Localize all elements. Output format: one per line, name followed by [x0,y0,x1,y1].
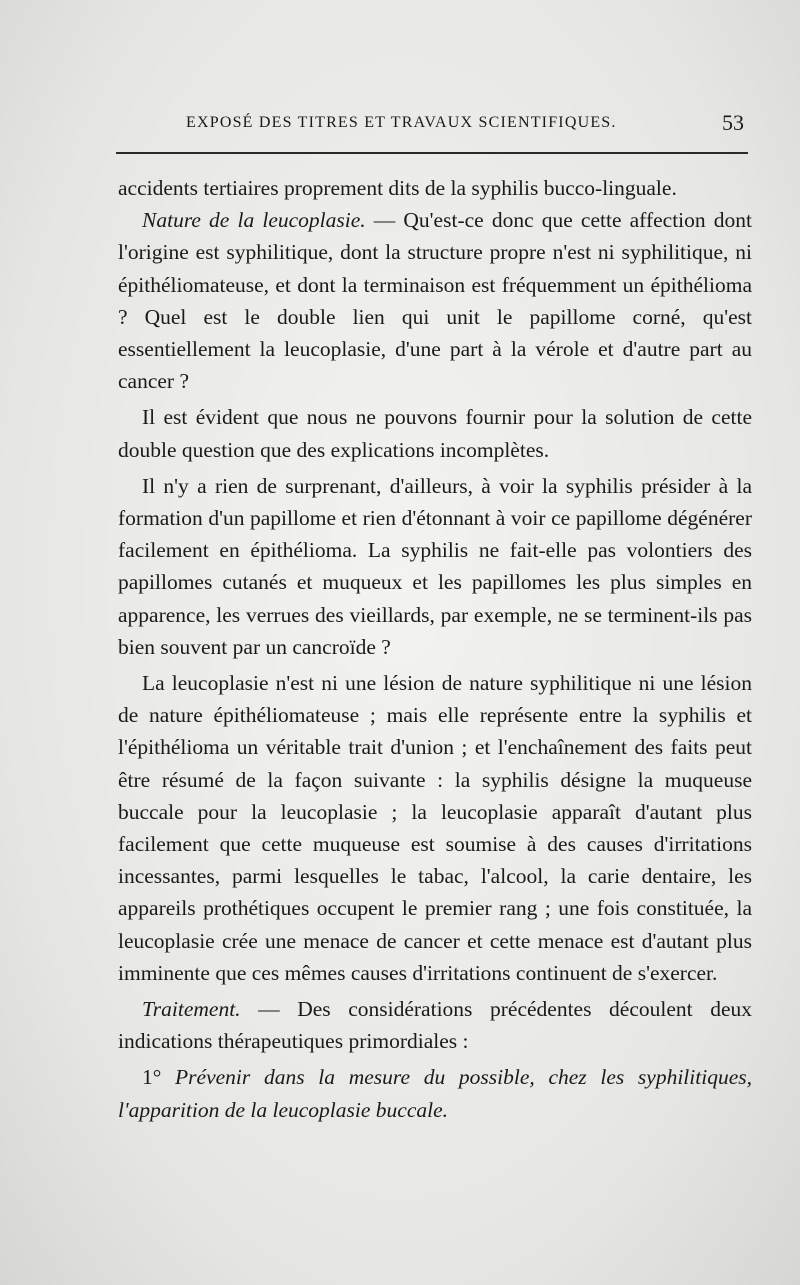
text-run: — Des considérations précédentes découlent deux indications thérapeutiques primordiales : [118,997,752,1054]
paragraph [118,993,752,1057]
text-run: 1° [142,1065,176,1090]
paragraph [118,470,752,663]
paragraph [118,204,752,397]
text-run: Il n'y a rien de surprenant, d'ailleurs, à voir la syphilis présider à la formation d'un papillome et rien d'étonnant à voir ce papillome dégénérer facilement en épithélioma. La syphilis ne fait-elle pas volontiers des papillomes cutanés et muqueux et les papillomes les plus simples en apparence, les verrues des vieillards, par exemple, ne se terminent-ils pas bien souvent par un cancroïde ? [118,473,752,659]
italic-text-run: Prévenir dans la mesure du possible, chez les syphilitiques, l'apparition de la leucoplasie buccale. [118,1065,752,1122]
italic-text-run: Traitement. [142,997,241,1022]
paragraph [118,401,752,465]
paragraph [118,1061,752,1125]
text-run: — Qu'est-ce donc que cette affection dont l'origine est syphilitique, dont la structure propre n'est ni syphilitique, ni épithéliomateuse, et dont la terminaison est fréquemment un épithélioma ? Quel est le double lien qui unit le papillome corné, qu'est essentiellement la leucoplasie, d'une part à la vérole et d'autre part au cancer ? [118,208,752,394]
text-run: La leucoplasie n'est ni une lésion de nature syphilitique ni une lésion de nature épithéliomateuse ; mais elle représente entre la syphilis et l'épithélioma un véritable trait d'union ; et l'enchaînement des faits peut être résumé de la façon suivante : la syphilis désigne la muqueuse buccale pour la leucoplasie ; la leucoplasie apparaît d'autant plus facilement que cette muqueuse est soumise à des causes d'irritations incessantes, parmi lesquelles le tabac, l'alcool, la carie dentaire, les appareils prothétiques occupent le premier rang ; une fois constituée, la leucoplasie crée une menace de cancer et cette menace est d'autant plus imminente que ces mêmes causes d'irritations continuent de s'exercer. [118,671,752,985]
page-number: 53 [722,110,744,135]
paragraph [118,172,752,204]
text-run: accidents tertiaires proprement dits de la syphilis bucco-linguale. [118,176,677,200]
running-head-title: EXPOSÉ DES TITRES ET TRAVAUX SCIENTIFIQUES. [186,114,617,131]
header-rule [116,152,748,154]
body-text [118,172,752,1126]
italic-text-run: Nature de la leucoplasie. [142,208,366,233]
text-run: Il est évident que nous ne pouvons fournir pour la solution de cette double question que des explications incomplètes. [118,405,752,462]
paragraph [118,667,752,989]
running-head [186,110,750,140]
